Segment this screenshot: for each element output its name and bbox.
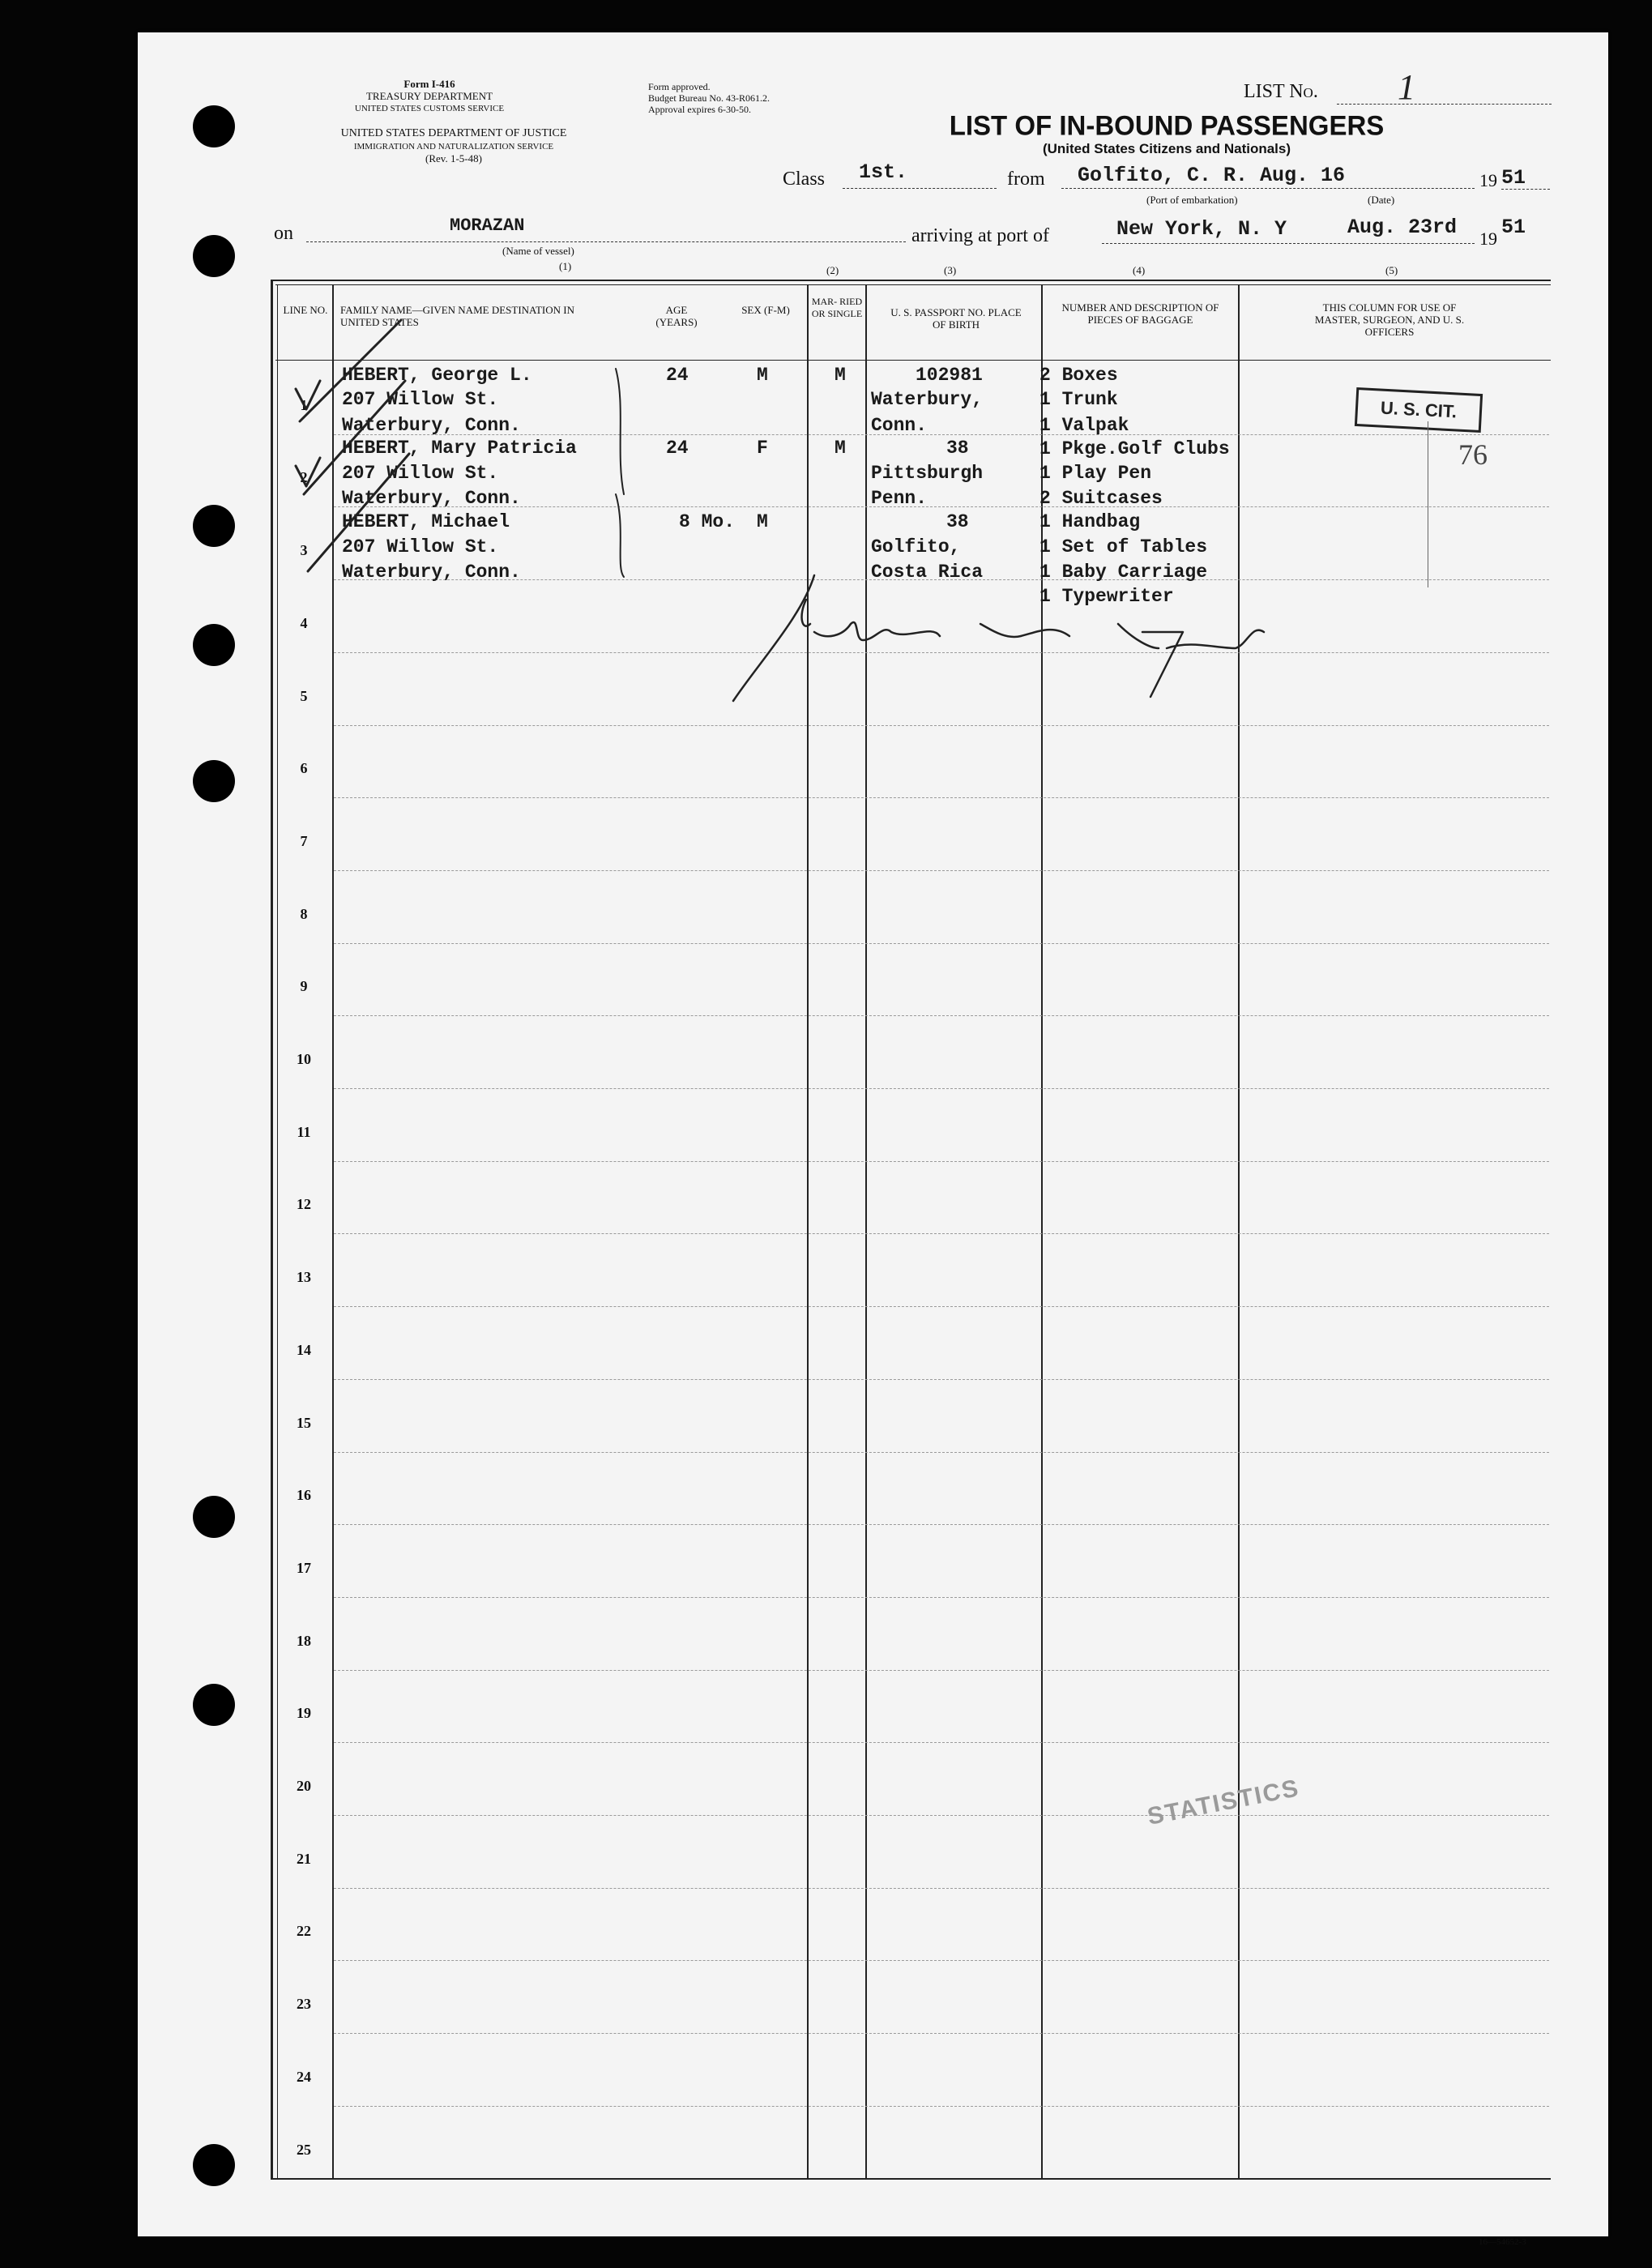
line-number: 25 [297, 2141, 311, 2158]
passenger-1-birthplace-2: Conn. [871, 415, 928, 436]
list-title: LIST OF IN-BOUND PASSENGERS [949, 109, 1385, 141]
column-number-3: (3) [944, 264, 957, 276]
list-no-value: 1 [1398, 67, 1415, 107]
approval-line-3: Approval expires 6-30-50. [648, 104, 751, 115]
header-baggage: NUMBER AND DESCRIPTION OF PIECES OF BAGGAGE [1061, 301, 1219, 326]
from-label: from [1007, 169, 1045, 190]
vessel-value: MORAZAN [450, 216, 525, 236]
vessel-caption: (Name of vessel) [502, 245, 574, 257]
line-number: 15 [297, 1414, 311, 1431]
statistics-stamp: STATISTICS [1145, 1775, 1302, 1830]
passenger-3-city: Waterbury, Conn. [342, 562, 521, 583]
justice-line-2: IMMIGRATION AND NATURALIZATION SERVICE [353, 142, 554, 152]
arrival-year-prefix: 19 [1479, 229, 1497, 249]
line-number: 2 [300, 469, 308, 486]
passenger-1-passport: 102981 [916, 365, 983, 386]
line-number: 20 [297, 1778, 311, 1794]
from-value: Golfito, C. R. Aug. 16 [1078, 164, 1346, 187]
dept-line-1: TREASURY DEPARTMENT [365, 90, 493, 102]
line-number: 4 [300, 614, 308, 631]
header-sex: SEX (F-M) [741, 304, 790, 316]
passenger-3-sex: M [757, 511, 768, 532]
passenger-2-address: 207 Willow St. [342, 463, 499, 484]
passenger-2-married: M [835, 438, 846, 459]
year-value: 51 [1501, 166, 1526, 190]
header-passport: U. S. PASSPORT NO. PLACE OF BIRTH [890, 306, 1022, 331]
header-married: MAR- RIED OR SINGLE [811, 296, 863, 319]
column-number-5: (5) [1385, 264, 1398, 276]
arrival-port-value: New York, N. Y [1116, 217, 1287, 241]
dept-line-2: UNITED STATES CUSTOMS SERVICE [354, 104, 505, 113]
line-number: 19 [297, 1705, 311, 1722]
baggage-item-5: 1 Play Pen [1039, 463, 1152, 484]
baggage-item-3: 1 Valpak [1039, 415, 1129, 436]
passenger-2-birthplace: Pittsburgh [871, 463, 984, 484]
passenger-2-city: Waterbury, Conn. [342, 488, 521, 509]
time-stroke [1142, 630, 1264, 697]
line-number: 5 [300, 687, 308, 704]
passenger-1-sex: M [757, 365, 768, 386]
passenger-1-name: HEBERT, George L. [342, 365, 532, 386]
port-caption: (Port of embarkation) [1146, 194, 1238, 206]
line-number: 18 [297, 1632, 311, 1649]
passenger-2-passport: 38 [946, 438, 969, 459]
line-number: 22 [297, 1923, 311, 1940]
passenger-2-birthplace-2: Penn. [871, 488, 928, 509]
passenger-3-passport: 38 [946, 511, 969, 532]
header-officers: THIS COLUMN FOR USE OF MASTER, SURGEON, AND U. S. OFFICERS [1314, 301, 1465, 338]
line-number: 8 [300, 905, 308, 922]
list-subtitle: (United States Citizens and Nationals) [1042, 141, 1291, 156]
form-number: Form I-416 [403, 78, 455, 90]
passenger-3-name: HEBERT, Michael [342, 511, 510, 532]
line-number: 10 [297, 1051, 311, 1067]
arriving-label: arriving at port of [911, 225, 1049, 246]
passenger-3-age: 8 Mo. [679, 511, 736, 532]
arrival-date-value: Aug. 23rd [1347, 216, 1458, 239]
date-caption: (Date) [1368, 194, 1395, 206]
passenger-3-birthplace: Golfito, [871, 536, 961, 557]
justice-line-1: UNITED STATES DEPARTMENT OF JUSTICE [340, 127, 567, 139]
arrival-year-value: 51 [1501, 216, 1526, 239]
baggage-item-9: 1 Baby Carriage [1039, 562, 1208, 583]
column-number-2: (2) [826, 264, 839, 276]
baggage-item-10: 1 Typewriter [1039, 586, 1174, 607]
passenger-2-name: HEBERT, Mary Patricia [342, 438, 577, 459]
column-number-4: (4) [1133, 264, 1146, 276]
class-value: 1st. [859, 160, 908, 184]
line-number: 12 [297, 1196, 311, 1213]
diagonal-stroke-1 [300, 320, 401, 421]
passenger-1-birthplace: Waterbury, [871, 389, 984, 410]
line-number: 3 [300, 542, 308, 559]
bracket-2 [616, 494, 624, 577]
baggage-item-7: 1 Handbag [1039, 511, 1141, 532]
baggage-item-4: 1 Pkge.Golf Clubs [1039, 438, 1230, 459]
line-number: 16 [297, 1487, 311, 1504]
baggage-item-6: 2 Suitcases [1039, 488, 1163, 509]
year-prefix: 19 [1479, 170, 1497, 190]
passenger-1-city: Waterbury, Conn. [342, 415, 521, 436]
signature-stroke [733, 575, 1159, 701]
list-no-label: LIST No. [1244, 81, 1318, 102]
line-number: 24 [297, 2068, 311, 2085]
line-number: 21 [297, 1850, 311, 1867]
baggage-item-8: 1 Set of Tables [1039, 536, 1208, 557]
baggage-item-1: 2 Boxes [1039, 365, 1118, 386]
passenger-1-age: 24 [666, 365, 689, 386]
footer-code: 16—54652-3 [1479, 2237, 1526, 2247]
line-number: 11 [297, 1123, 311, 1140]
header-name: FAMILY NAME—GIVEN NAME DESTINATION IN UNITED STATES [340, 304, 575, 328]
passenger-2-sex: F [757, 438, 768, 459]
passenger-3-address: 207 Willow St. [342, 536, 499, 557]
passenger-2-age: 24 [666, 438, 689, 459]
passenger-1-address: 207 Willow St. [342, 389, 499, 410]
line-number: 14 [297, 1341, 311, 1358]
approval-line-1: Form approved. [648, 81, 711, 92]
us-cit-stamp: U. S. CIT. [1355, 387, 1483, 433]
baggage-item-2: 1 Trunk [1039, 389, 1118, 410]
line-number: 7 [300, 832, 308, 849]
class-label: Class [783, 169, 826, 190]
line-number: 17 [297, 1559, 311, 1576]
passenger-1-married: M [835, 365, 846, 386]
handwritten-76: 76 [1458, 438, 1488, 471]
on-label: on [274, 223, 293, 244]
line-number: 6 [300, 760, 308, 777]
passenger-3-birthplace-2: Costa Rica [871, 562, 984, 583]
header-age: AGE (YEARS) [655, 304, 698, 328]
bracket-1 [616, 369, 624, 494]
line-number: 23 [297, 1996, 311, 2013]
line-number: 9 [300, 978, 308, 995]
line-number: 1 [300, 396, 308, 413]
line-number: 13 [297, 1269, 311, 1286]
column-number-1: (1) [559, 260, 572, 272]
header-line-no: LINE NO. [283, 304, 328, 316]
revision: (Rev. 1-5-48) [425, 152, 482, 164]
approval-line-2: Budget Bureau No. 43-R061.2. [648, 92, 770, 104]
